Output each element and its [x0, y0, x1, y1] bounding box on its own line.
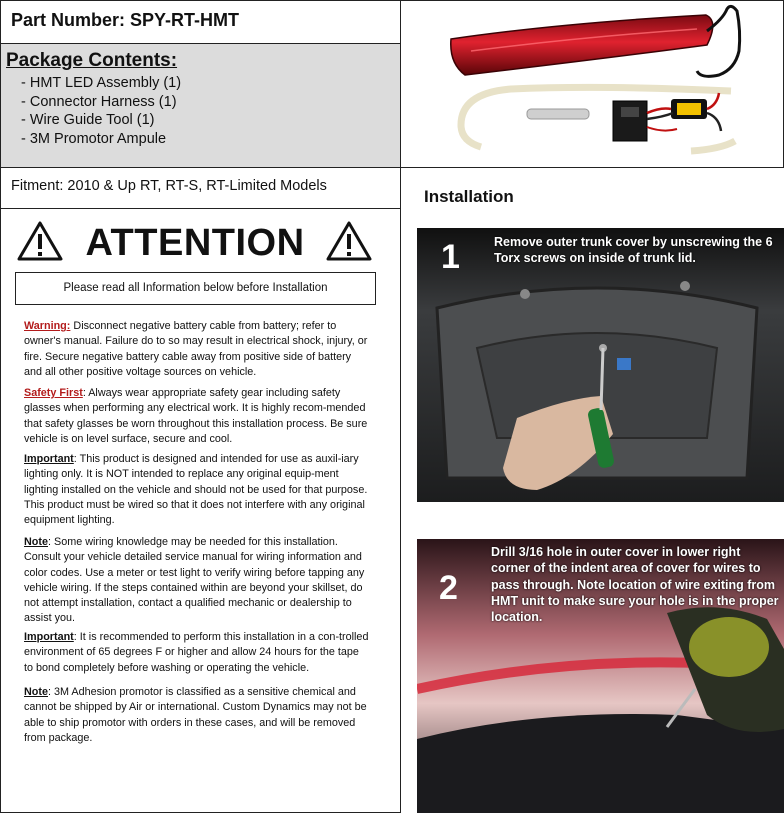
- installation-heading: Installation: [424, 187, 514, 206]
- step-1-photo: [417, 228, 784, 502]
- package-contents-list: [21, 74, 181, 148]
- package-contents-title: Package Contents:: [6, 50, 178, 71]
- list-item: - 3M Promotor Ampule: [21, 130, 167, 147]
- paragraph-text: : Always wear appropriate safety gear including safety glasses when performing any electrical work. It is highly recom-mended that safety glasses be worn throughout this installation process. Be sure vehicle is on level surface, secure and cool.: [24, 387, 368, 445]
- note-paragraph: [24, 535, 369, 627]
- paragraph-text: : It is recommended to perform this installation in a con-trolled environment of 65 degrees F or higher and allow 24 hours for the tape to bond completely before washing or operating the vehicle.: [24, 631, 369, 674]
- paragraph-key: Warning:: [24, 320, 71, 332]
- fitment-text: Fitment: 2010 & Up RT, RT-S, RT-Limited Models: [11, 178, 327, 194]
- list-item: - Connector Harness (1): [21, 93, 177, 110]
- note-paragraph: [24, 685, 369, 746]
- paragraph-text: : 3M Adhesion promotor is classified as a sensitive chemical and cannot be shipped by Air or international. Custom Dynamics may not be able to ship promotor with orders in these cases, and will be removed from package.: [24, 686, 367, 744]
- paragraph-text: : This product is designed and intended for use as auxil-iary lighting only. It is NOT intended to replace any original equip-ment lighting installed on the vehicle and should not be used for that purpose. This product must be wired so that it does not interfere with any original equipment lighting.: [24, 453, 368, 527]
- step-caption: Remove outer trunk cover by unscrewing the 6 Torx screws on inside of trunk lid.: [494, 235, 773, 266]
- part-number-box: [0, 0, 401, 44]
- list-item: - HMT LED Assembly (1): [21, 75, 182, 91]
- paragraph-text: Disconnect negative battery cable from battery; refer to owner's manual. Failure do to so may result in electrical shock, injury, or fire. Secure negative battery cable away from positive side of battery and all other positive voltage sources on vehicle.: [24, 320, 368, 378]
- paragraph-key: Safety First: [24, 387, 83, 399]
- important-paragraph: [24, 630, 369, 676]
- paragraph-key: Note: [24, 686, 48, 698]
- step-caption: Drill 3/16 hole in outer cover in lower right corner of the indent area of cover for wires to pass through. Note location of wire exiting from HMT unit to make sure your hole is in the proper location.: [491, 545, 779, 625]
- fitment-box: [0, 167, 401, 209]
- list-item: - Wire Guide Tool (1): [21, 112, 155, 128]
- paragraph-text: : Some wiring knowledge may be needed for this installation. Consult your vehicle detailed service manual for wiring information and color codes. Use a meter or test light to verify wiring before tapping any vehicle wiring. If the steps contained within are beyond your skillset, do not attempt installation, contact a qualified mechanic or dealership to assist you.: [24, 536, 365, 625]
- trunk-interior-photo: [417, 228, 784, 502]
- attention-heading: ATTENTION: [85, 222, 305, 264]
- step-number: 1: [441, 238, 460, 276]
- warning-triangle-icon: [325, 220, 373, 262]
- step-number: 2: [439, 569, 458, 607]
- package-contents-box: [0, 43, 401, 168]
- paragraph-key: Important: [24, 631, 74, 643]
- product-photo: [400, 0, 784, 168]
- part-number: Part Number: SPY-RT-HMT: [11, 10, 240, 30]
- attention-banner: [14, 220, 376, 270]
- paragraph-key: Important: [24, 453, 74, 465]
- step-2-photo: [417, 539, 784, 813]
- read-notice: Please read all Information below before Installation: [15, 272, 376, 305]
- safety-paragraph: [24, 386, 369, 447]
- warning-paragraph: [24, 319, 369, 380]
- product-photo-illustration: [401, 1, 783, 167]
- important-paragraph: [24, 452, 369, 528]
- paragraph-key: Note: [24, 536, 48, 548]
